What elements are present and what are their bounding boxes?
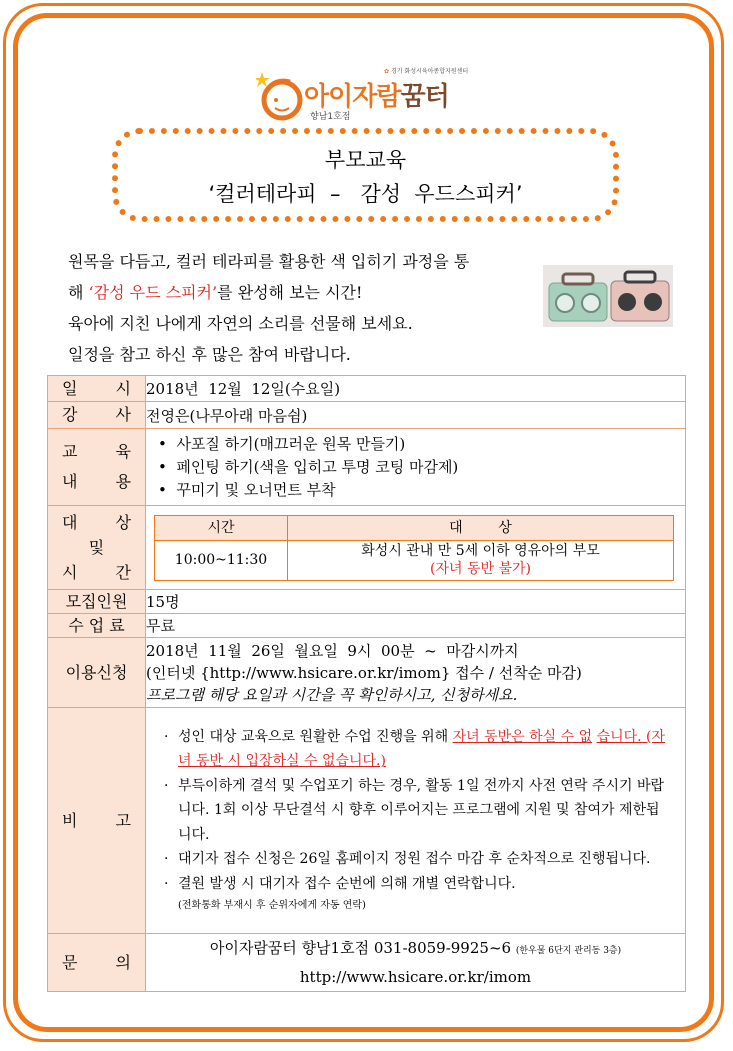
title-line-2: ‘컬러테라피 – 감성 우드스피커’ bbox=[208, 182, 523, 206]
value-apply bbox=[146, 638, 686, 708]
intro-text bbox=[68, 246, 540, 370]
apply-line-3: 프로그램 해당 요일과 시간을 꼭 확인하시고, 신청하세요. bbox=[146, 685, 518, 704]
note-1 bbox=[164, 725, 673, 774]
value-recruit: 15명 bbox=[146, 590, 686, 614]
contact-url[interactable]: http://www.hsicare.or.kr/imom bbox=[299, 968, 532, 986]
schedule-head-target: 대 상 bbox=[288, 515, 674, 540]
row-notes bbox=[48, 708, 686, 934]
intro-line-2-highlight: ‘감성 우드 스피커’ bbox=[88, 283, 218, 302]
schedule-table bbox=[154, 515, 674, 581]
value-target bbox=[146, 506, 686, 590]
content-item-2: 페인팅 하기(색을 입히고 투명 코팅 마감제) bbox=[176, 457, 459, 476]
apply-line-1: 2018년 11월 26일 월요일 9시 00분 ~ 마감시까지 bbox=[146, 641, 519, 660]
note-1-highlight-a: 자녀 동반은 하실 수 없 bbox=[452, 728, 593, 745]
note-3-text: 대기자 접수 신청은 26일 홈페이지 정원 접수 마감 후 순차적으로 진행됩니다. bbox=[178, 851, 651, 868]
label-content-4: 용 bbox=[115, 472, 131, 491]
schedule-target-note: (자녀 동반 불가) bbox=[430, 561, 531, 577]
note-3 bbox=[164, 847, 673, 872]
row-date bbox=[48, 376, 686, 402]
note-4-small: (전화통화 부재시 후 순위자에게 자동 연락) bbox=[178, 900, 366, 912]
label-target-2: 상 bbox=[115, 513, 131, 532]
logo-name-dark: 꿈터 bbox=[400, 82, 449, 112]
schedule-target-desc: 화성시 관내 만 5세 이하 영유아의 부모 bbox=[361, 543, 600, 559]
label-target-4: 시 bbox=[62, 563, 78, 582]
contact-address: (한우물 6단지 관리동 3층) bbox=[515, 946, 622, 956]
label-contact-1: 문 bbox=[62, 952, 78, 972]
label-content bbox=[48, 429, 146, 506]
intro-line-3: 육아에 지친 나에게 자연의 소리를 선물해 보세요. bbox=[68, 314, 413, 333]
title-box bbox=[112, 128, 619, 222]
value-date: 2018년 12월 12일(수요일) bbox=[146, 376, 686, 402]
schedule-head-time: 시간 bbox=[155, 515, 288, 540]
label-contact-2: 의 bbox=[115, 952, 131, 972]
schedule-time: 10:00~11:30 bbox=[155, 540, 288, 580]
label-contact bbox=[48, 934, 146, 992]
content-item bbox=[146, 433, 685, 456]
logo-center-name bbox=[384, 66, 468, 75]
label-target-1: 대 bbox=[62, 513, 78, 532]
intro-line-1: 원목을 다듬고, 컬러 테라피를 활용한 색 입히기 과정을 통 bbox=[68, 252, 470, 271]
intro-line-2-post: 를 완성해 보는 시간! bbox=[217, 283, 363, 302]
row-recruit bbox=[48, 590, 686, 614]
content-item-3: 꾸미기 및 오너먼트 부착 bbox=[176, 480, 336, 499]
logo-center-text: 경기 화성시육아종합지원센터 bbox=[390, 68, 469, 75]
bullet-icon: • bbox=[158, 480, 167, 499]
info-table bbox=[47, 375, 686, 992]
wood-speaker-photo bbox=[543, 265, 673, 327]
logo bbox=[250, 58, 510, 128]
row-contact bbox=[48, 934, 686, 992]
bullet-icon: · bbox=[164, 728, 169, 745]
label-notes bbox=[48, 708, 146, 934]
logo-name-orange: 아이자람 bbox=[304, 82, 401, 112]
note-1-text: 성인 대상 교육으로 원활한 수업 진행을 위해 bbox=[178, 728, 453, 745]
contact-phone: 아이자람꿈터 향남1호점 031-8059-9925~6 bbox=[209, 939, 516, 957]
value-contact bbox=[146, 934, 686, 992]
content-item bbox=[146, 479, 685, 502]
label-date-1: 일 bbox=[62, 378, 78, 398]
label-content-2: 육 bbox=[115, 442, 131, 461]
bullet-icon: • bbox=[158, 457, 167, 476]
center-mark-icon: ✿ bbox=[384, 68, 390, 75]
contact-line-1 bbox=[146, 935, 685, 964]
bullet-icon: · bbox=[164, 851, 169, 868]
label-apply: 이용신청 bbox=[48, 638, 146, 708]
note-2-text: 부득이하게 결석 및 수업포기 하는 경우, 활동 1일 전까지 사전 연락 주시기 바랍니다. 1회 이상 무단결석 시 향후 이루어지는 프로그램에 지원 및 참여가 제한됩니다. bbox=[178, 777, 665, 843]
value-content bbox=[146, 429, 686, 506]
label-notes-1: 비 bbox=[62, 810, 78, 830]
label-teacher-1: 강 bbox=[62, 405, 78, 425]
row-content bbox=[48, 429, 686, 506]
label-teacher-2: 사 bbox=[115, 405, 131, 425]
bullet-icon: · bbox=[164, 875, 169, 892]
label-target-3: 및 bbox=[88, 538, 105, 557]
schedule-target bbox=[288, 540, 674, 580]
label-target bbox=[48, 506, 146, 590]
value-notes bbox=[146, 708, 686, 934]
row-target bbox=[48, 506, 686, 590]
content-item-1: 사포질 하기(매끄러운 원목 만들기) bbox=[176, 434, 406, 453]
intro-line-2-pre: 해 bbox=[68, 283, 89, 302]
label-content-1: 교 bbox=[62, 442, 78, 461]
title-line-1: 부모교육 bbox=[324, 148, 407, 172]
note-2 bbox=[164, 774, 673, 848]
row-teacher bbox=[48, 402, 686, 429]
schedule-row bbox=[155, 540, 674, 580]
apply-line-2: (인터넷 {http://www.hsicare.or.kr/imom} 접수 / 선착순 마감) bbox=[146, 663, 582, 682]
schedule-header bbox=[155, 515, 674, 540]
row-apply bbox=[48, 638, 686, 708]
label-recruit: 모집인원 bbox=[48, 590, 146, 614]
value-teacher: 전영은(나무아래 마음쉼) bbox=[146, 402, 686, 429]
row-fee bbox=[48, 614, 686, 638]
note-4-text: 결원 발생 시 대기자 접수 순번에 의해 개별 연락합니다. bbox=[178, 875, 516, 892]
intro-line-2 bbox=[68, 277, 540, 308]
note-1-highlight-b: 습니다. (자녀 동반 시 입장하실 수 없습니다.) bbox=[178, 728, 666, 770]
value-fee: 무료 bbox=[146, 614, 686, 638]
label-fee: 수 업 료 bbox=[48, 614, 146, 638]
label-teacher bbox=[48, 402, 146, 429]
label-content-3: 내 bbox=[62, 472, 78, 491]
logo-name bbox=[304, 76, 449, 113]
label-date-2: 시 bbox=[115, 378, 131, 398]
label-date bbox=[48, 376, 146, 402]
note-4 bbox=[164, 872, 673, 897]
bullet-icon: · bbox=[164, 777, 169, 794]
bullet-icon: • bbox=[158, 434, 167, 453]
content-item bbox=[146, 456, 685, 479]
intro-line-4: 일정을 참고 하신 후 많은 참여 바랍니다. bbox=[68, 345, 351, 364]
logo-face-icon bbox=[256, 70, 304, 122]
label-notes-2: 고 bbox=[115, 810, 131, 830]
logo-branch: 향남1호점 bbox=[310, 112, 351, 122]
label-target-5: 간 bbox=[115, 563, 131, 582]
